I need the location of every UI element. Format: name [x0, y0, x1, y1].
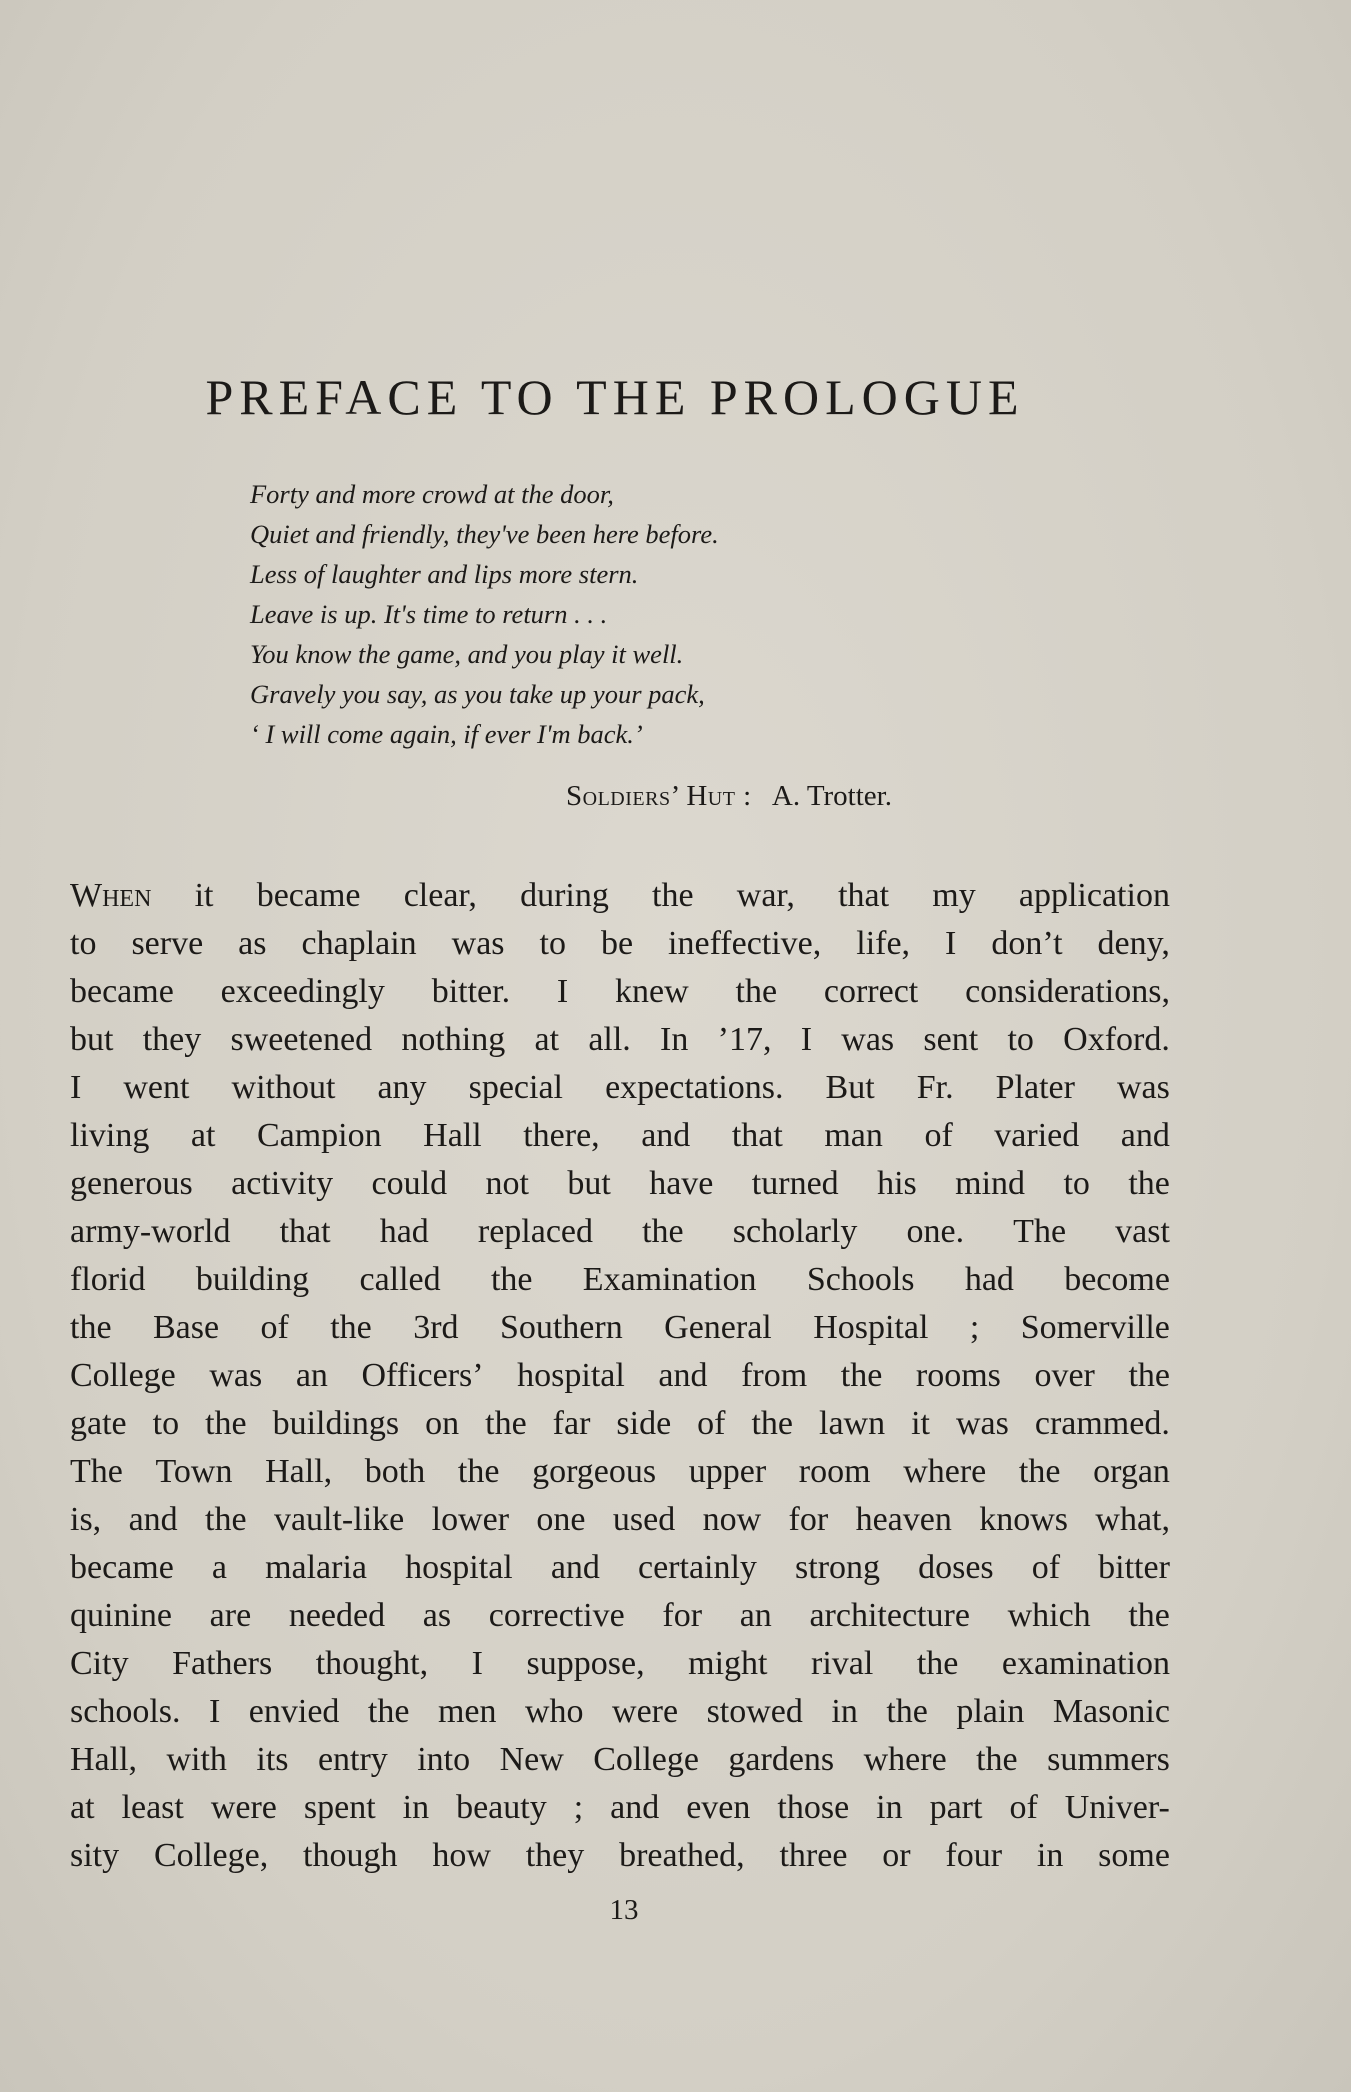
- body-word: they: [525, 1837, 585, 1874]
- body-word: Officers’: [361, 1357, 484, 1394]
- body-word: who: [524, 1693, 584, 1730]
- body-word: spent: [303, 1789, 376, 1826]
- body-word: I: [556, 973, 569, 1010]
- body-word: over: [1034, 1357, 1095, 1394]
- body-word: suppose,: [526, 1645, 645, 1682]
- body-word: to: [539, 925, 566, 962]
- body-word: schools.: [70, 1693, 181, 1730]
- body-word: room: [798, 1453, 871, 1490]
- body-word: the: [205, 1501, 247, 1538]
- epigraph-line: You know the game, and you play it well.: [250, 639, 684, 669]
- body-word: the: [886, 1693, 928, 1730]
- body-word: the: [1128, 1165, 1170, 1202]
- body-word: used: [612, 1501, 676, 1538]
- body-word: any: [377, 1069, 427, 1106]
- body-word: to: [1063, 1165, 1090, 1202]
- body-word: the: [205, 1405, 247, 1442]
- body-word: application: [1018, 877, 1170, 914]
- body-word: part: [929, 1789, 983, 1826]
- body-word: during: [520, 877, 609, 914]
- body-line: [70, 1064, 1170, 1112]
- body-line: [70, 1688, 1170, 1736]
- body-line: [70, 1736, 1170, 1784]
- body-word: doses: [918, 1549, 994, 1586]
- body-word: correct: [823, 973, 919, 1010]
- body-word: Hall,: [265, 1453, 333, 1490]
- body-word: ’17,: [717, 1021, 772, 1058]
- body-word: upper: [688, 1453, 767, 1490]
- body-word: the: [735, 973, 778, 1010]
- lead-word: When: [70, 877, 152, 914]
- body-line-first: [70, 872, 1170, 920]
- body-word: bitter: [1098, 1549, 1170, 1586]
- body-word: an: [739, 1597, 772, 1634]
- body-line: [70, 1784, 1170, 1832]
- body-word: and: [128, 1501, 178, 1538]
- body-word: of: [1031, 1549, 1061, 1586]
- body-line: [70, 1448, 1170, 1496]
- body-word: for: [662, 1597, 703, 1634]
- body-word: that: [279, 1213, 331, 1250]
- body-word: I: [471, 1645, 483, 1682]
- body-word: I: [208, 1693, 221, 1730]
- body-line: [70, 1640, 1170, 1688]
- body-word: City: [70, 1645, 129, 1682]
- body-word: they: [142, 1021, 202, 1058]
- epigraph-line: ‘ I will come again, if ever I'm back.’: [250, 719, 643, 749]
- body-word: Examination: [582, 1261, 757, 1298]
- body-word: heaven: [855, 1501, 952, 1538]
- body-word: building: [195, 1261, 310, 1298]
- body-word: special: [468, 1069, 564, 1106]
- body-word: became: [70, 1549, 174, 1586]
- body-line: [70, 1304, 1170, 1352]
- body-word: rival: [811, 1645, 874, 1682]
- body-word: lawn: [819, 1405, 886, 1442]
- body-word: to: [70, 925, 97, 962]
- body-word: gardens: [728, 1741, 835, 1778]
- body-word: 3rd: [413, 1309, 459, 1346]
- body-word: strong: [795, 1549, 881, 1586]
- body-line: [70, 1160, 1170, 1208]
- body-word: though: [303, 1837, 398, 1874]
- body-word: florid: [70, 1261, 146, 1298]
- body-word: hospital: [517, 1357, 625, 1394]
- body-line: [70, 1208, 1170, 1256]
- body-word: Oxford.: [1063, 1021, 1170, 1058]
- body-word: Town: [155, 1453, 233, 1490]
- body-word: an: [295, 1357, 328, 1394]
- body-word: envied: [248, 1693, 340, 1730]
- body-word: at: [534, 1021, 560, 1058]
- body-line: [70, 1352, 1170, 1400]
- page-number: 13: [609, 1894, 639, 1926]
- body-word: side: [616, 1405, 672, 1442]
- body-word: turned: [751, 1165, 839, 1202]
- body-word: Hall,: [70, 1741, 138, 1778]
- body-word: Base: [152, 1309, 220, 1346]
- body-word: nothing: [401, 1021, 506, 1058]
- body-word: on: [425, 1405, 460, 1442]
- body-word: of: [697, 1405, 726, 1442]
- body-word: vault-like: [273, 1501, 405, 1538]
- body-word: ;: [573, 1789, 584, 1826]
- body-word: or: [882, 1837, 911, 1874]
- body-word: how: [432, 1837, 491, 1874]
- body-word: where: [903, 1453, 987, 1490]
- body-word: are: [209, 1597, 252, 1634]
- body-word: Hall: [423, 1117, 482, 1154]
- body-word: be: [600, 925, 634, 962]
- body-line: [70, 920, 1170, 968]
- body-word: its: [256, 1741, 289, 1778]
- body-word: and: [610, 1789, 660, 1826]
- body-word: entry: [317, 1741, 388, 1778]
- body-word: at: [70, 1789, 95, 1826]
- body-word: rooms: [915, 1357, 1001, 1394]
- body-word: deny,: [1097, 925, 1170, 962]
- body-word: corrective: [488, 1597, 625, 1634]
- body-word: the: [1128, 1357, 1170, 1394]
- body-word: clear,: [403, 877, 477, 914]
- body-word: his: [877, 1165, 917, 1202]
- body-word: serve: [131, 925, 204, 962]
- body-word: buildings: [272, 1405, 400, 1442]
- body-word: one.: [906, 1213, 965, 1250]
- body-word: crammed.: [1034, 1405, 1170, 1442]
- body-word: In: [660, 1021, 689, 1058]
- body-line: [70, 1256, 1170, 1304]
- body-word: as: [238, 925, 267, 962]
- body-word: not: [485, 1165, 529, 1202]
- body-word: to: [1007, 1021, 1034, 1058]
- body-line: [70, 1832, 1170, 1880]
- body-word: College,: [153, 1837, 269, 1874]
- body-word: three: [779, 1837, 848, 1874]
- body-word: Campion: [256, 1117, 382, 1154]
- body-word: where: [863, 1741, 947, 1778]
- body-word: of: [924, 1117, 953, 1154]
- body-word: the: [916, 1645, 959, 1682]
- body-word: in: [402, 1789, 430, 1826]
- body-word: those: [777, 1789, 850, 1826]
- body-line: [70, 1400, 1170, 1448]
- body-word: in: [876, 1789, 903, 1826]
- body-word: General: [664, 1309, 772, 1346]
- body-word: man: [824, 1117, 883, 1154]
- body-word: the: [642, 1213, 684, 1250]
- body-word: lower: [431, 1501, 510, 1538]
- body-word: the: [840, 1357, 883, 1394]
- body-word: the: [1128, 1597, 1170, 1634]
- body-line: [70, 1544, 1170, 1592]
- body-word: Hospital: [813, 1309, 929, 1346]
- body-word: is,: [70, 1501, 102, 1538]
- body-word: The: [70, 1453, 123, 1490]
- body-text: [70, 872, 1170, 1880]
- body-word: ineffective,: [668, 925, 822, 962]
- body-word: beauty: [456, 1789, 547, 1826]
- body-word: quinine: [70, 1597, 172, 1634]
- body-word: both: [364, 1453, 426, 1490]
- body-line: [70, 1496, 1170, 1544]
- body-word: but: [567, 1165, 611, 1202]
- body-word: that: [838, 877, 890, 914]
- body-word: least: [121, 1789, 184, 1826]
- body-word: in: [831, 1693, 858, 1730]
- body-word: knows: [979, 1501, 1069, 1538]
- body-word: considerations,: [965, 973, 1170, 1010]
- body-word: men: [437, 1693, 497, 1730]
- body-word: stowed: [706, 1693, 803, 1730]
- body-word: exceedingly: [220, 973, 385, 1010]
- body-word: ;: [969, 1309, 980, 1346]
- body-word: and: [658, 1357, 708, 1394]
- body-word: were: [612, 1693, 679, 1730]
- body-word: in: [1036, 1837, 1064, 1874]
- body-word: vast: [1115, 1213, 1170, 1250]
- body-word: all.: [588, 1021, 631, 1058]
- body-word: Fathers: [172, 1645, 273, 1682]
- body-word: was: [209, 1357, 263, 1394]
- body-word: needed: [288, 1597, 386, 1634]
- epigraph: [250, 474, 1050, 754]
- body-word: and: [550, 1549, 600, 1586]
- body-word: thought,: [315, 1645, 429, 1682]
- body-word: for: [788, 1501, 829, 1538]
- body-word: have: [649, 1165, 714, 1202]
- body-word: New: [499, 1741, 564, 1778]
- epigraph-line: Less of laughter and lips more stern.: [250, 559, 639, 589]
- body-word: was: [1116, 1069, 1170, 1106]
- body-word: had: [964, 1261, 1014, 1298]
- body-word: architecture: [809, 1597, 970, 1634]
- body-word: the: [1018, 1453, 1061, 1490]
- body-line: [70, 1592, 1170, 1640]
- body-word: without: [231, 1069, 336, 1106]
- body-word: sity: [70, 1837, 120, 1874]
- body-line: [70, 1112, 1170, 1160]
- body-word: that: [731, 1117, 783, 1154]
- body-word: gate: [70, 1405, 127, 1442]
- body-word: sweetened: [230, 1021, 373, 1058]
- body-word: the: [457, 1453, 500, 1490]
- body-word: certainly: [638, 1549, 757, 1586]
- epigraph-line: Forty and more crowd at the door,: [250, 479, 614, 509]
- body-word: some: [1098, 1837, 1170, 1874]
- body-word: hospital: [405, 1549, 513, 1586]
- body-word: examination: [1001, 1645, 1170, 1682]
- body-word: it: [194, 877, 214, 914]
- body-word: war,: [736, 877, 795, 914]
- body-word: Fr.: [916, 1069, 954, 1106]
- body-word: living: [70, 1117, 150, 1154]
- body-word: far: [552, 1405, 591, 1442]
- epigraph-source: Soldiers’ Hut :: [566, 780, 752, 812]
- body-word: a: [211, 1549, 227, 1586]
- body-word: was: [955, 1405, 1009, 1442]
- body-word: Univer-: [1064, 1789, 1170, 1826]
- body-word: could: [371, 1165, 448, 1202]
- body-word: I: [945, 925, 957, 962]
- body-word: became: [70, 973, 174, 1010]
- epigraph-line: Leave is up. It's time to return . . .: [250, 599, 608, 629]
- body-word: breathed,: [619, 1837, 745, 1874]
- body-word: College: [593, 1741, 699, 1778]
- body-word: and: [641, 1117, 691, 1154]
- body-word: replaced: [477, 1213, 594, 1250]
- body-word: sent: [923, 1021, 979, 1058]
- body-word: don’t: [991, 925, 1063, 962]
- page-heading: PREFACE TO THE PROLOGUE: [205, 369, 1025, 425]
- body-word: the: [652, 877, 694, 914]
- body-word: four: [945, 1837, 1003, 1874]
- body-word: which: [1007, 1597, 1091, 1634]
- body-word: bitter.: [431, 973, 511, 1010]
- body-word: now: [702, 1501, 762, 1538]
- body-word: gorgeous: [532, 1453, 657, 1490]
- body-word: College: [70, 1357, 176, 1394]
- body-word: I: [800, 1021, 813, 1058]
- body-word: were: [210, 1789, 277, 1826]
- body-word: life,: [856, 925, 911, 962]
- body-word: Southern: [499, 1309, 623, 1346]
- body-word: became: [256, 877, 361, 914]
- body-word: the: [330, 1309, 372, 1346]
- body-word: at: [190, 1117, 216, 1154]
- body-word: of: [1009, 1789, 1038, 1826]
- body-word: it: [911, 1405, 930, 1442]
- epigraph-attribution: [566, 780, 892, 813]
- body-word: the: [976, 1741, 1018, 1778]
- body-word: malaria: [265, 1549, 367, 1586]
- body-word: was: [841, 1021, 895, 1058]
- body-word: generous: [70, 1165, 193, 1202]
- body-word: even: [686, 1789, 751, 1826]
- body-word: knew: [615, 973, 689, 1010]
- body-word: was: [451, 925, 505, 962]
- body-word: my: [932, 877, 976, 914]
- body-word: Masonic: [1052, 1693, 1170, 1730]
- body-word: the: [751, 1405, 794, 1442]
- body-word: The: [1013, 1213, 1067, 1250]
- epigraph-line: Quiet and friendly, they've been here before.: [250, 519, 719, 549]
- body-word: the: [70, 1309, 112, 1346]
- body-word: what,: [1095, 1501, 1170, 1538]
- body-word: with: [166, 1741, 227, 1778]
- body-word: of: [260, 1309, 289, 1346]
- epigraph-line: Gravely you say, as you take up your pack,: [250, 679, 705, 709]
- body-word: Somerville: [1020, 1309, 1170, 1346]
- epigraph-author: A. Trotter.: [771, 780, 892, 812]
- body-word: the: [490, 1261, 533, 1298]
- body-word: there,: [523, 1117, 600, 1154]
- body-word: become: [1064, 1261, 1170, 1298]
- body-word: but: [70, 1021, 114, 1058]
- body-word: activity: [231, 1165, 334, 1202]
- body-word: organ: [1093, 1453, 1170, 1490]
- body-word: as: [422, 1597, 452, 1634]
- body-word: called: [359, 1261, 441, 1298]
- body-word: mind: [955, 1165, 1026, 1202]
- body-word: varied: [994, 1117, 1080, 1154]
- body-word: But: [825, 1069, 875, 1106]
- body-word: the: [367, 1693, 410, 1730]
- body-word: summers: [1047, 1741, 1170, 1778]
- body-word: scholarly: [732, 1213, 858, 1250]
- body-word: expectations.: [605, 1069, 784, 1106]
- body-word: one: [536, 1501, 586, 1538]
- body-word: Plater: [995, 1069, 1075, 1106]
- body-word: to: [152, 1405, 180, 1442]
- body-word: and: [1120, 1117, 1170, 1154]
- body-word: I: [70, 1069, 82, 1106]
- body-word: went: [123, 1069, 190, 1106]
- body-word: Schools: [806, 1261, 915, 1298]
- body-word: had: [379, 1213, 429, 1250]
- body-word: chaplain: [301, 925, 417, 962]
- body-word: army-world: [70, 1213, 231, 1250]
- body-line: [70, 1016, 1170, 1064]
- body-word: the: [485, 1405, 527, 1442]
- body-line: [70, 968, 1170, 1016]
- body-word: plain: [956, 1693, 1025, 1730]
- body-word: might: [688, 1645, 768, 1682]
- body-word: into: [417, 1741, 471, 1778]
- body-word: from: [741, 1357, 808, 1394]
